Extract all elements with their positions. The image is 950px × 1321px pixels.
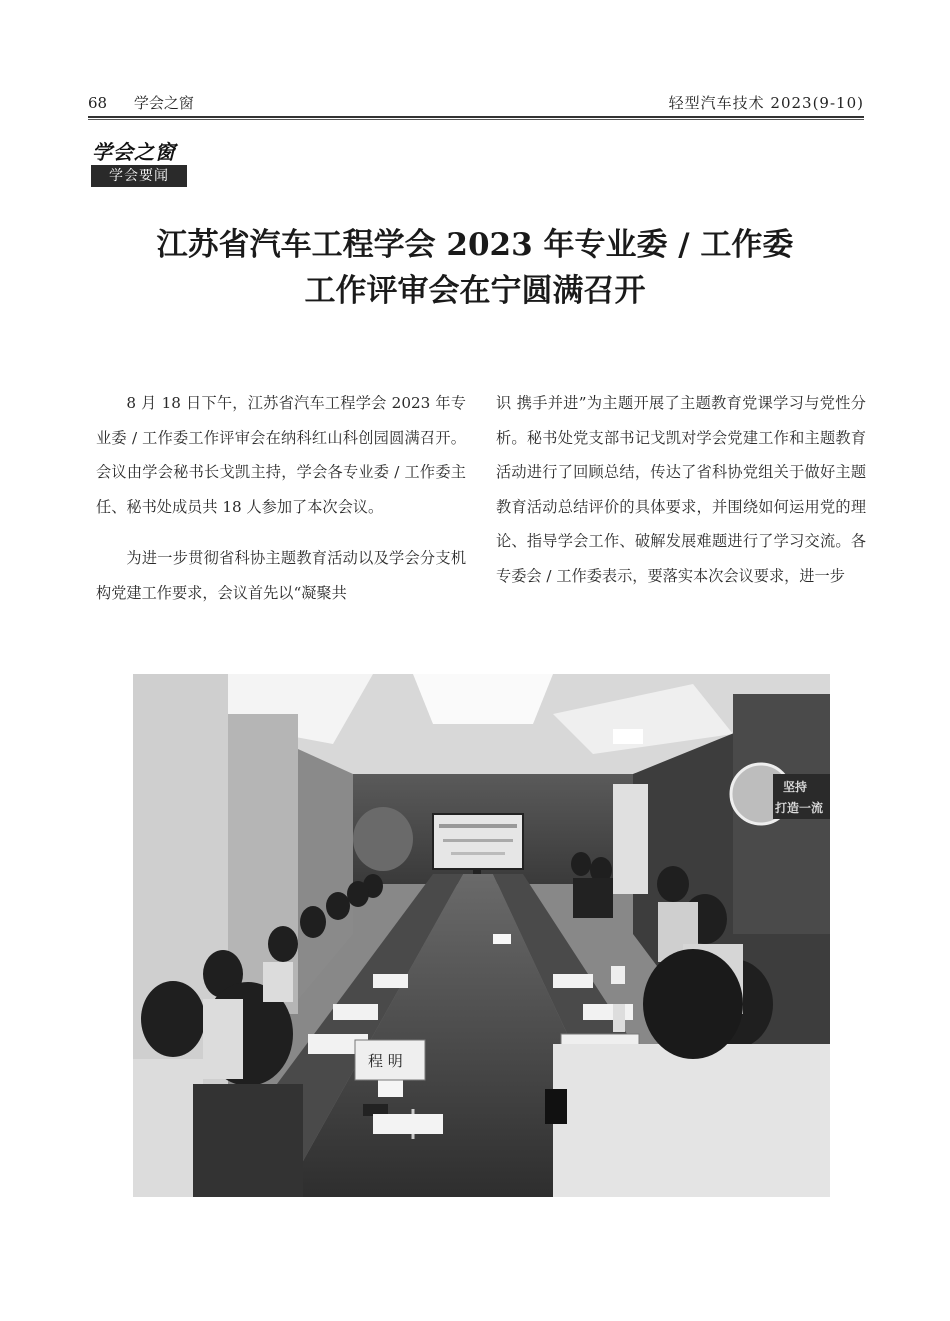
header-left [88, 92, 194, 113]
title-line-2: 工作评审会在宁圆满召开 [304, 273, 646, 309]
nameplate-left-text: 程 明 [368, 1052, 403, 1070]
paragraph-3: 识 携手并进”为主题开展了主题教育党课学习与党性分析。秘书处党支部书记戈凯对学会党建工作和主题教育活动进行了回顾总结，传达了省科协党组关于做好主题教育活动总结评价的具体要求，并围绕如何运用党的理论、指导学会工作、破解发展难题进行了学习交流。各专委会 / 工作委表示，要落实本次会议要求，进一步 [496, 394, 866, 585]
wall-sign-line1: 坚持 [783, 780, 808, 794]
article-title [60, 222, 890, 314]
page-number: 68 [88, 94, 108, 112]
column-tag: 学会要闻 [91, 165, 187, 187]
column-logo: 学会之窗 [92, 140, 176, 164]
wall-sign-line2: 打造一流 [775, 801, 824, 815]
header-section: 学会之窗 [133, 94, 194, 112]
header-rule [88, 119, 864, 120]
left-column [96, 386, 466, 610]
paragraph-1: 8 月 18 日下午，江苏省汽车工程学会 2023 年专业委 / 工作委工作评审会在纳科红山科创园圆满召开。会议由学会秘书长戈凯主持，学会各专业委 / 工作委主任、秘书处成员共 18 人参加了本次会议。 [96, 394, 466, 516]
title-line-1: 江苏省汽车工程学会 2023 年专业委 / 工作委 [156, 227, 794, 263]
journal-name: 轻型汽车技术 2023(9-10) [668, 94, 864, 112]
nameplate-left [355, 1040, 425, 1080]
running-header [88, 88, 864, 118]
paragraph-2: 为进一步贯彻省科协主题教育活动以及学会分支机构党建工作要求，会议首先以“凝聚共 [96, 549, 466, 602]
meeting-photo [133, 674, 830, 1197]
right-column [496, 386, 866, 593]
